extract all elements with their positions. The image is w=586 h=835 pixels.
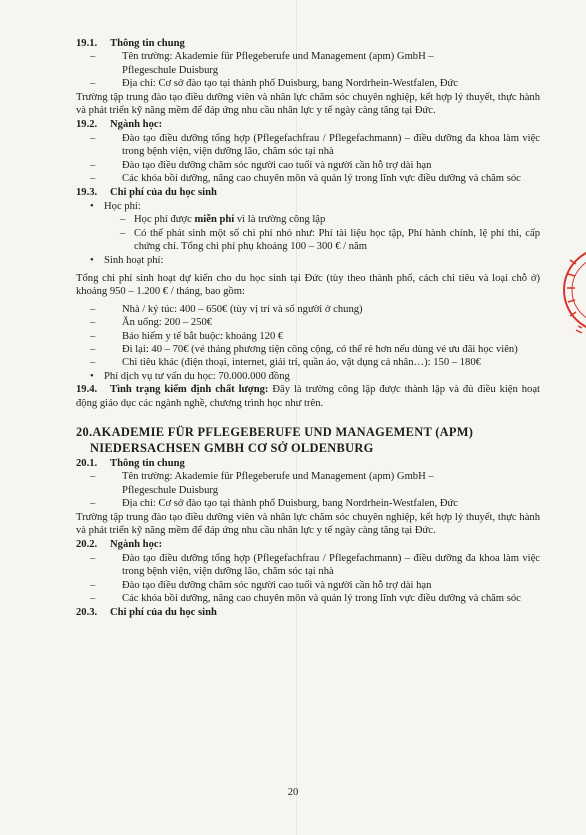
school-address: Địa chỉ: Cơ sở đào tạo tại thành phố Duisburg, bang Nordrhein-Westfalen, Đức — [122, 78, 458, 90]
tuition-label: Học phí: — [104, 200, 141, 212]
living-cost-label: Sinh hoạt phí: — [104, 254, 164, 266]
heading-20-3 — [76, 606, 540, 619]
school-name-line2: Pflegeschule Duisburg — [122, 64, 219, 76]
list-item: – Ăn uống: 200 – 250€ — [90, 317, 213, 329]
heading-title: Ngành học: — [110, 539, 163, 551]
heading-number: 19.4. — [76, 384, 98, 396]
school-address: Địa chỉ: Cơ sở đào tạo tại thành phố Duisburg, bang Nordrhein-Westfalen, Đức — [122, 498, 458, 510]
list-item: – Nhà / ký túc: 400 – 650€ (tùy vị trí và số người ở chung) — [90, 303, 363, 315]
list-item: – Bảo hiểm y tế bắt buộc: khoảng 120 € — [90, 330, 284, 342]
heading-number: 20.3. — [76, 607, 98, 619]
service-fee: Phí dịch vụ tư vấn du học: 70.000.000 đồng — [104, 370, 290, 382]
list-item: – Đào tạo điều dưỡng tổng hợp (Pflegefachfrau / Pflegefachmann) – điều dưỡng đa khoa làm việc trong bệnh viện, viện dưỡng lão, chăm sóc tại nhà — [90, 132, 540, 158]
heading-title: Tình trạng kiểm định chất lượng: — [110, 384, 269, 396]
page-number: 20 — [287, 787, 299, 798]
list-item: – Các khóa bồi dưỡng, nâng cao chuyên môn và quản lý trong lĩnh vực điều dưỡng và chăm sóc — [90, 593, 521, 605]
free-tuition-emphasis: miễn phí — [194, 214, 235, 226]
heading-title: Ngành học: — [110, 119, 163, 131]
school-description: Trường tập trung đào tạo điều dưỡng viên và nhân lực chăm sóc chuyên nghiệp, kết hợp lý thuyết, thực hành và phát triển kỹ năng mềm để đáp ứng nhu cầu nhân lực y tế ngày càng tăng tại Đức. — [76, 511, 540, 536]
heading-number: 20.1. — [76, 457, 98, 469]
heading-20-2 — [76, 538, 540, 551]
list-item: – Có thể phát sinh một số chi phí nhỏ như: Phí tài liệu học tập, Phí hành chính, lệ phí thi, cấp chứng chỉ. Tổng chi phí phụ khoảng 100 – 300 € / năm — [120, 227, 540, 253]
heading-title: Thông tin chung — [110, 38, 185, 49]
red-seal-stamp-icon — [560, 230, 586, 350]
school-name-line1: Tên trường: Akademie für Pflegeberufe und Management (apm) GmbH – — [122, 51, 434, 63]
heading-title: Thông tin chung — [110, 457, 185, 469]
heading-title: Chi phí của du học sinh — [110, 607, 217, 619]
heading-title: Chi phí của du học sinh — [110, 187, 217, 199]
bullet-item: • Sinh hoạt phí: — [90, 254, 540, 267]
heading-number: 19.3. — [76, 187, 98, 199]
list-item: – Đào tạo điều dưỡng chăm sóc người cao tuổi và người cần hỗ trợ dài hạn — [90, 159, 432, 171]
list-item: – Địa chỉ: Cơ sở đào tạo tại thành phố Duisburg, bang Nordrhein-Westfalen, Đức — [90, 77, 540, 90]
bullet-item: • Học phí: — [90, 200, 540, 213]
heading-number: 19.2. — [76, 119, 98, 131]
school-name-line1: Tên trường: Akademie für Pflegeberufe und Management (apm) GmbH – — [122, 471, 434, 483]
heading-19-2 — [76, 118, 540, 131]
list-item: – Học phí được miễn phí vì là trường công lập — [120, 214, 326, 226]
school-description: Trường tập trung đào tạo điều dưỡng viên và nhân lực chăm sóc chuyên nghiệp, kết hợp lý thuyết, thực hành và phát triển kỹ năng mềm để đáp ứng nhu cầu nhân lực y tế ngày càng tăng tại Đức. — [76, 91, 540, 117]
bullet-item: • Phí dịch vụ tư vấn du học: 70.000.000 đồng — [90, 370, 540, 383]
heading-19-3 — [76, 186, 540, 199]
list-item: – Tên trường: Akademie für Pflegeberufe und Management (apm) GmbH – Pflegeschule Duisburg — [90, 51, 434, 76]
heading-number: 20.2. — [76, 539, 98, 551]
heading-19-4 — [76, 383, 540, 410]
heading-number: 19.1. — [76, 38, 98, 49]
living-cost-intro: Tổng chi phí sinh hoạt dự kiến cho du học sinh tại Đức (tùy theo thành phố, cách chi tiêu và loại chỗ ở) khoảng 950 – 1.200 € / tháng, bao gồm: — [76, 272, 540, 298]
list-item: – Địa chỉ: Cơ sở đào tạo tại thành phố Duisburg, bang Nordrhein-Westfalen, Đức — [90, 497, 540, 510]
list-item: – Đào tạo điều dưỡng tổng hợp (Pflegefachfrau / Pflegefachmann) – điều dưỡng đa khoa làm việc trong bệnh viện, viện dưỡng lão, chăm sóc tại nhà — [90, 552, 540, 578]
list-item: – Tên trường: Akademie für Pflegeberufe und Management (apm) GmbH – Pflegeschule Duisburg — [90, 471, 434, 496]
list-item: – Đào tạo điều dưỡng chăm sóc người cao tuổi và người cần hỗ trợ dài hạn — [90, 579, 432, 591]
heading-20-1 — [76, 457, 540, 470]
list-item: – Đi lại: 40 – 70€ (vé tháng phương tiện công cộng, có thể rẻ hơn nếu dùng vé ưu đãi học viên) — [90, 343, 518, 355]
document-content — [76, 36, 540, 620]
school-name-line2: Pflegeschule Duisburg — [122, 484, 219, 496]
accreditation-text: Đây là trường công lập được thành lập và đủ điều kiện hoạt động giáo dục các ngành nghề, chương trình học như trên. — [76, 384, 540, 409]
list-item: – Chi tiêu khác (điện thoại, internet, giải trí, quần áo, vật dụng cá nhân…): 150 – 180€ — [90, 357, 481, 369]
heading-19-1 — [76, 37, 540, 50]
section-20-title: 20.AKADEMIE FÜR PFLEGEBERUFE UND MANAGEMENT (APM) NIEDERSACHSEN GMBH CƠ SỞ OLDENBURG — [76, 424, 474, 455]
list-item: – Các khóa bồi dưỡng, nâng cao chuyên môn và quản lý trong lĩnh vực điều dưỡng và chăm sóc — [90, 173, 521, 185]
